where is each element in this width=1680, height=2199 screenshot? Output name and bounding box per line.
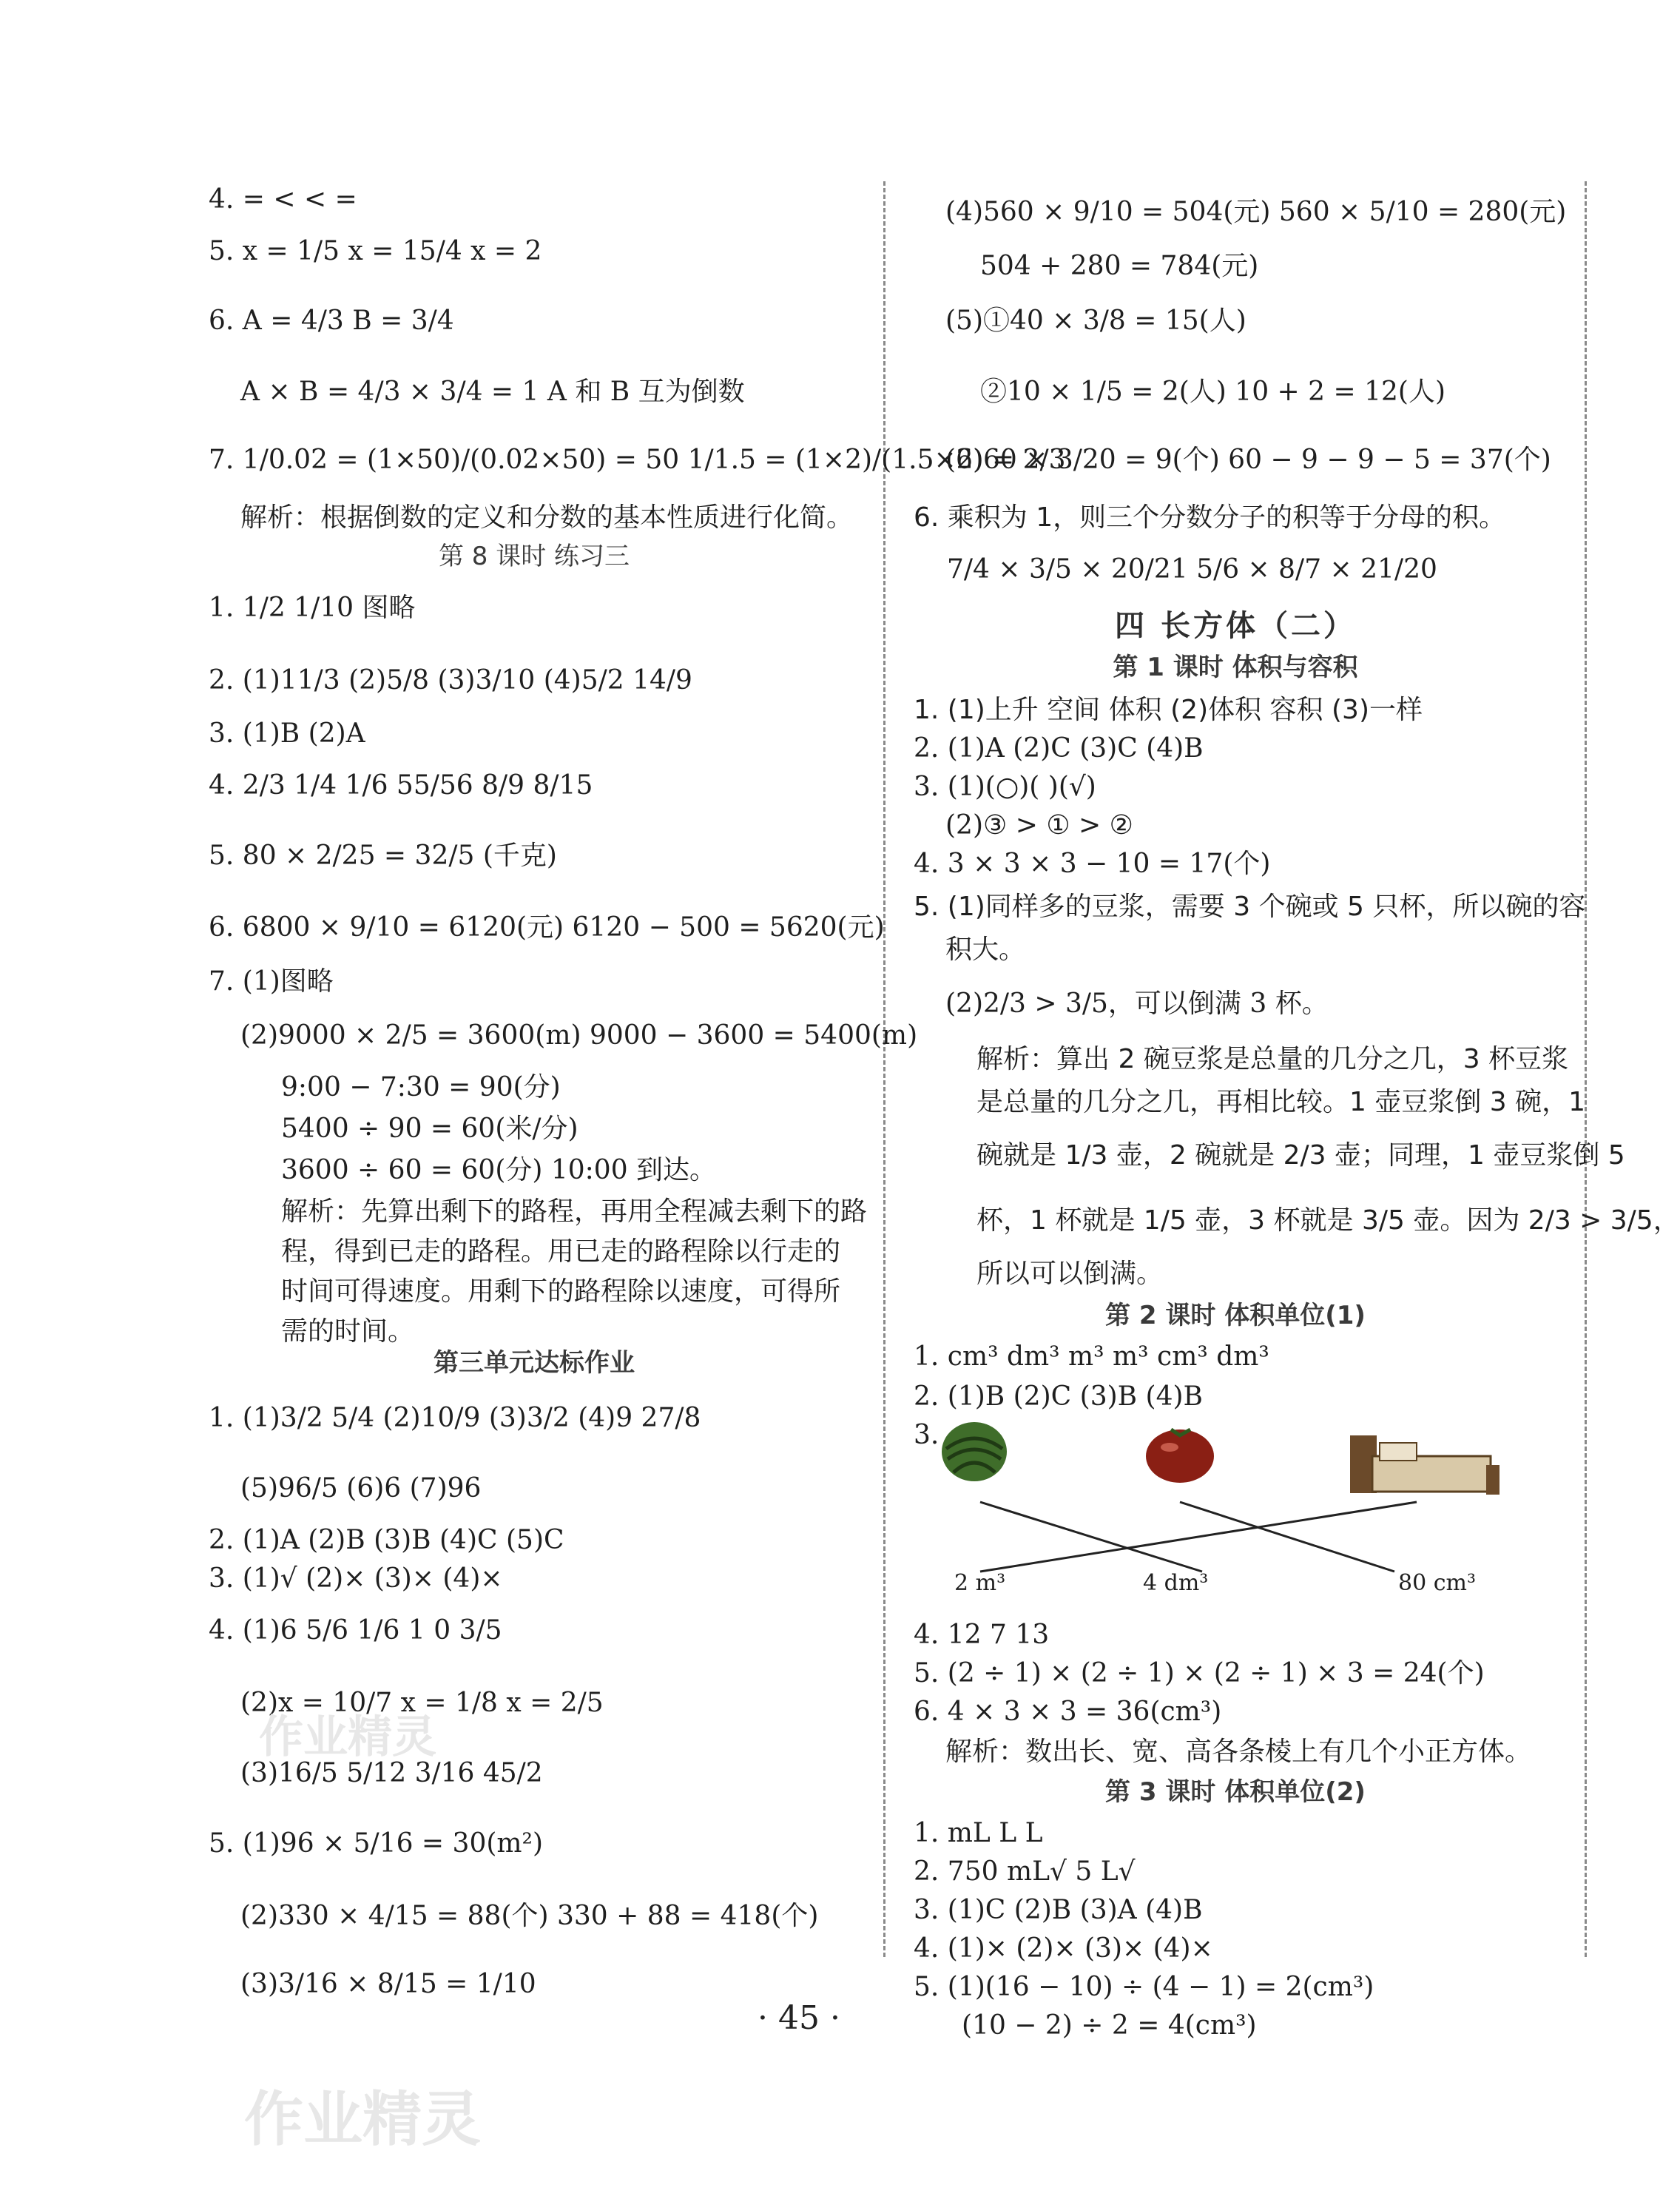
answer-line: (3)3/16 × 8/15 = 1/10 [240, 1969, 536, 1999]
analysis-line: 所以可以倒满。 [976, 1259, 1164, 1289]
answer-line: 4. (1)× (2)× (3)× (4)× [914, 1933, 1213, 1964]
answer-line: (6)60 × 3/20 = 9(个) 60 − 9 − 9 − 5 = 37(个) [945, 445, 1551, 475]
section-heading: 第 3 课时 体积单位(2) [1105, 1777, 1366, 1807]
answer-line: (2)330 × 4/15 = 88(个) 330 + 88 = 418(个) [240, 1901, 819, 1931]
watermark: 作业精灵 [259, 1711, 436, 1763]
answer-line: (5)96/5 (6)6 (7)96 [240, 1473, 482, 1503]
answer-line: 4. = < < = [209, 184, 357, 215]
analysis-line: 程，得到已走的路程。用已走的路程除以行走的 [281, 1236, 841, 1267]
right-edge-divider [1585, 181, 1587, 1957]
watermelon-icon [942, 1422, 1007, 1481]
answer-line: 2. (1)B (2)C (3)B (4)B [914, 1381, 1204, 1412]
answer-line: 积大。 [945, 935, 1026, 965]
analysis-line: 碗就是 1/3 壶，2 碗就是 2/3 壶；同理，1 壶豆浆倒 5 [976, 1140, 1625, 1171]
answer-line: 5. (1)96 × 5/16 = 30(m²) [209, 1828, 544, 1859]
page-number: · 45 · [758, 1999, 840, 2037]
tomato-icon [1146, 1429, 1214, 1483]
answer-line: 7/4 × 3/5 × 20/21 5/6 × 8/7 × 21/20 [947, 554, 1437, 585]
answer-line: ②10 × 1/5 = 2(人) 10 + 2 = 12(人) [980, 377, 1445, 407]
match-label: 4 dm³ [1143, 1570, 1209, 1596]
answer-line: 2. 750 mL√ 5 L√ [914, 1856, 1136, 1887]
section-heading: 第 1 课时 体积与容积 [1113, 653, 1358, 682]
answer-line: 6. 乘积为 1，则三个分数分子的积等于分母的积。 [914, 502, 1506, 533]
answer-line: 1. (1)上升 空间 体积 (2)体积 容积 (3)一样 [914, 695, 1423, 725]
analysis-line: 解析：算出 2 碗豆浆是总量的几分之几，3 杯豆浆 [976, 1044, 1569, 1074]
analysis-line: 解析：数出长、宽、高各条棱上有几个小正方体。 [945, 1737, 1532, 1767]
answer-line: 504 + 280 = 784(元) [980, 251, 1259, 281]
answer-line: (4)560 × 9/10 = 504(元) 560 × 5/10 = 280(元) [945, 197, 1567, 227]
answer-line: 3. (1)C (2)B (3)A (4)B [914, 1895, 1203, 1925]
analysis-line: 解析：先算出剩下的路程，再用全程减去剩下的路 [281, 1196, 868, 1227]
unit-heading: 四 长方体（二） [1115, 609, 1356, 643]
analysis-line: 时间可得速度。用剩下的路程除以速度，可得所 [281, 1276, 841, 1307]
answer-line: 5. 80 × 2/25 = 32/5 (千克) [209, 841, 557, 871]
section-heading: 第三单元达标作业 [434, 1348, 635, 1378]
answer-line: 1. (1)3/2 5/4 (2)10/9 (3)3/2 (4)9 27/8 [209, 1403, 701, 1433]
answer-line: 5400 ÷ 90 = 60(米/分) [281, 1114, 578, 1144]
answer-line: (10 − 2) ÷ 2 = 4(cm³) [962, 2010, 1257, 2041]
answer-line: (2)x = 10/7 x = 1/8 x = 2/5 [240, 1688, 604, 1718]
answer-line: 3. (1)√ (2)× (3)× (4)× [209, 1563, 503, 1594]
answer-line: 2. (1)11/3 (2)5/8 (3)3/10 (4)5/2 14/9 [209, 665, 692, 696]
answer-line: 3. (1)(○)( )(√) [914, 772, 1096, 802]
answer-line: 9:00 − 7:30 = 90(分) [281, 1072, 561, 1102]
answer-line: 6. A = 4/3 B = 3/4 [209, 306, 454, 336]
answer-line: (5)①40 × 3/8 = 15(人) [945, 306, 1246, 336]
answer-line: 1. mL L L [914, 1818, 1043, 1848]
answer-line: A × B = 4/3 × 3/4 = 1 A 和 B 互为倒数 [240, 377, 745, 407]
answer-line: 3. [914, 1420, 939, 1450]
match-label: 80 cm³ [1398, 1570, 1476, 1596]
answer-line: 2. (1)A (2)C (3)C (4)B [914, 733, 1204, 764]
answer-line: (3)16/5 5/12 3/16 45/2 [240, 1758, 543, 1788]
section-heading: 第 8 课时 练习三 [438, 542, 630, 571]
analysis-line: 杯，1 杯就是 1/5 壶，3 杯就是 3/5 壶。因为 2/3 > 3/5， [976, 1205, 1680, 1236]
answer-line: 4. 12 7 13 [914, 1620, 1050, 1650]
analysis-line: 需的时间。 [281, 1316, 415, 1347]
answer-line: 6. 6800 × 9/10 = 6120(元) 6120 − 500 = 5620(元) [209, 912, 885, 943]
answer-line: 5. (2 ÷ 1) × (2 ÷ 1) × (2 ÷ 1) × 3 = 24(个) [914, 1658, 1485, 1688]
answer-line: (2)9000 × 2/5 = 3600(m) 9000 − 3600 = 5400(m) [240, 1020, 918, 1051]
answer-line: 5. (1)同样多的豆浆，需要 3 个碗或 5 只杯，所以碗的容 [914, 892, 1586, 922]
answer-line: 1. cm³ dm³ m³ m³ cm³ dm³ [914, 1341, 1269, 1372]
answer-line: 1. 1/2 1/10 图略 [209, 593, 416, 623]
answer-line: (2)2/3 > 3/5，可以倒满 3 杯。 [945, 989, 1329, 1019]
answer-line: 7. (1)图略 [209, 966, 334, 997]
analysis-line: 是总量的几分之几，再相比较。1 壶豆浆倒 3 碗，1 [976, 1087, 1586, 1117]
answer-line: 4. 3 × 3 × 3 − 10 = 17(个) [914, 849, 1271, 879]
bed-icon [1350, 1435, 1499, 1495]
match-label: 2 m³ [954, 1570, 1006, 1596]
answer-line: 4. (1)6 5/6 1/6 1 0 3/5 [209, 1615, 502, 1646]
answer-line: 5. (1)(16 − 10) ÷ (4 − 1) = 2(cm³) [914, 1972, 1374, 2002]
watermark: 作业精灵 [244, 2085, 481, 2154]
answer-line: 3. (1)B (2)A [209, 718, 365, 749]
answer-line: 5. x = 1/5 x = 15/4 x = 2 [209, 236, 542, 266]
answer-line: 4. 2/3 1/4 1/6 55/56 8/9 8/15 [209, 770, 593, 801]
answer-line: 7. 1/0.02 = (1×50)/(0.02×50) = 50 1/1.5 = (1×2)/(1.5×2) = 2/3 [209, 445, 1066, 475]
section-heading: 第 2 课时 体积单位(1) [1105, 1301, 1366, 1330]
answer-line: 2. (1)A (2)B (3)B (4)C (5)C [209, 1525, 564, 1555]
analysis-line: 解析：根据倒数的定义和分数的基本性质进行化简。 [240, 502, 854, 533]
answer-line: 3600 ÷ 60 = 60(分) 10:00 到达。 [281, 1155, 717, 1185]
answer-line: (2)③ > ① > ② [945, 810, 1133, 841]
answer-line: 6. 4 × 3 × 3 = 36(cm³) [914, 1697, 1222, 1727]
